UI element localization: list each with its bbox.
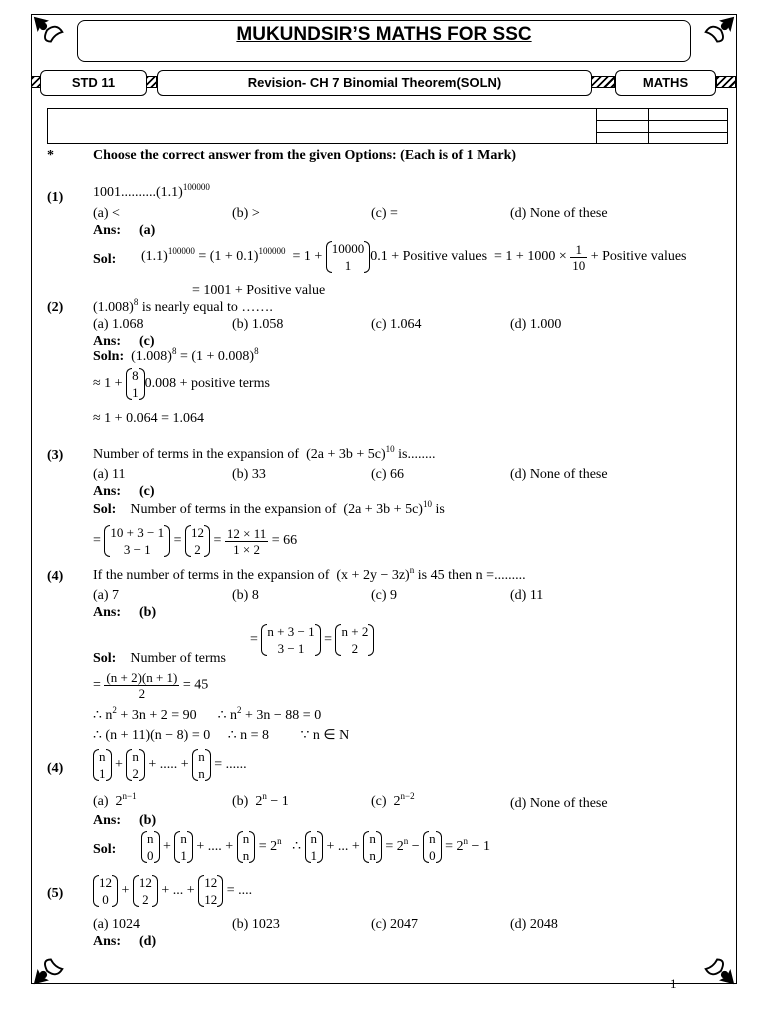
solution-math: = n + 3 − 1 3 − 1 = n + 2 2 [250,623,374,657]
hatch-divider [716,76,736,88]
solution-line: = 1001 + Positive value [192,283,326,298]
question-stem: $(1.008)^8$ is nearly equal to ……. [93,297,273,315]
answer-value: (a) [139,223,156,238]
solution-label: Sol: [93,842,117,857]
option-a: (a) 11 [93,467,126,482]
answer-label: Ans: [93,813,122,828]
solution-math: $(1.1)^{100000} = (1 + 0.1)^{100000} = 1 + 10000$ 10.1 + Positive values = 1 + 1000 × $\frac{1}{10}$ + Positive values [141,241,687,273]
option-a: (a) $2^{n-1}$ [93,791,137,809]
answer-value: (b) [139,605,157,620]
option-a: (a) 1024 [93,917,141,932]
solution-label: Sol: [93,252,117,267]
answer-label: Ans: [93,934,122,949]
solution-math: ∴ $n^2 + 3n + 2 = 90$ ∴ $n^2 + 3n - 88 = 0$ [93,705,322,723]
question-stem: 12 0 + 12 2 + ... + 12 12 = .... [93,874,252,908]
solution-text: Sol: Number of terms in the expansion of $(2a + 3b + 5c)^{10}$ is [93,499,445,517]
corner-ornament-icon [700,950,738,988]
corner-ornament-icon [700,13,738,51]
page-number: 1 [670,976,677,991]
solution-math: Soln: $(1.008)^8 = (1 + 0.008)^8$ [93,346,259,364]
option-d: (d) 2048 [510,917,558,932]
question-stem: n 1 + n 2 + ..... + n n = ...... [93,748,247,782]
question-number: (4) [47,761,64,776]
answer-value: (c) [139,334,155,349]
question-number: (1) [47,190,64,205]
question-number: (2) [47,300,64,315]
option-d: (d) None of these [510,467,608,482]
option-c: (c) $2^{n-2}$ [371,791,415,809]
solution-math: n 0 + n 1 + .... + n $n = 2^n$ ∴ n 1 + ... + n $n = 2^n - n$ $0 = 2^n - 1$ [141,830,490,864]
answer-label: Ans: [93,223,122,238]
option-b: (b) 1023 [232,917,280,932]
solution-line: ≈ 1 + 0.064 = 1.064 [93,411,204,426]
option-c: (c) 1.064 [371,317,422,332]
info-table [47,108,728,144]
title-box [77,20,691,62]
question-number: (5) [47,886,64,901]
solution-text: Sol: Number of terms [93,651,226,666]
option-a: (a) < [93,206,120,221]
option-b: (b) 33 [232,467,266,482]
option-d: (d) 1.000 [510,317,562,332]
option-c: (c) 9 [371,588,398,603]
corner-ornament-icon [30,950,68,988]
option-c: (c) = [371,206,398,221]
question-stem: If the number of terms in the expansion of $(x + 2y - 3z)^n$ is 45 then n =......... [93,565,526,583]
question-number: (4) [47,569,64,584]
instruction-marker: * [47,148,54,163]
option-b: (b) 8 [232,588,259,603]
answer-label: Ans: [93,334,122,349]
hatch-divider [591,76,615,88]
option-d: (d) None of these [510,206,608,221]
option-b: (b) 1.058 [232,317,284,332]
page-title: MUKUNDSIR’S MATHS FOR SSC [236,24,532,45]
instruction-text: Choose the correct answer from the given Options: (Each is of 1 Mark) [93,148,517,163]
solution-math: = 10 + 3 − 1 3 − 1 = 12 2 = $\frac{12 \times 11}{1 \times 2}$ = 66 [93,525,298,557]
option-b: (b) $2^n - 1$ [232,791,289,809]
answer-value: (b) [139,813,157,828]
question-stem: Number of terms in the expansion of $(2a + 3b + 5c)^{10}$ is........ [93,444,436,462]
question-number: (3) [47,448,64,463]
option-d: (d) 11 [510,588,544,603]
solution-math: = $\frac{(n + 2)(n + 1)}{2}$ = 45 [93,670,209,701]
answer-value: (d) [139,934,157,949]
solution-math: ∴ (n + 11)(n − 8) = 0 ∴ n = 8 ∵ n ∈ N [93,728,350,743]
option-c: (c) 66 [371,467,405,482]
solution-math: ≈ 1 + 8 10.008 + positive terms [93,368,270,400]
option-a: (a) 7 [93,588,120,603]
subject-label: MATHS [615,70,716,96]
answer-label: Ans: [93,605,122,620]
std-label: STD 11 [40,70,147,96]
option-c: (c) 2047 [371,917,419,932]
answer-value: (c) [139,484,155,499]
answer-label: Ans: [93,484,122,499]
option-d: (d) None of these [510,796,608,811]
question-stem: $1001..........(1.1)^{100000}$ [93,182,210,200]
option-b: (b) > [232,206,260,221]
chapter-label: Revision- CH 7 Binomial Theorem(SOLN) [157,70,592,96]
corner-ornament-icon [30,13,68,51]
option-a: (a) 1.068 [93,317,144,332]
